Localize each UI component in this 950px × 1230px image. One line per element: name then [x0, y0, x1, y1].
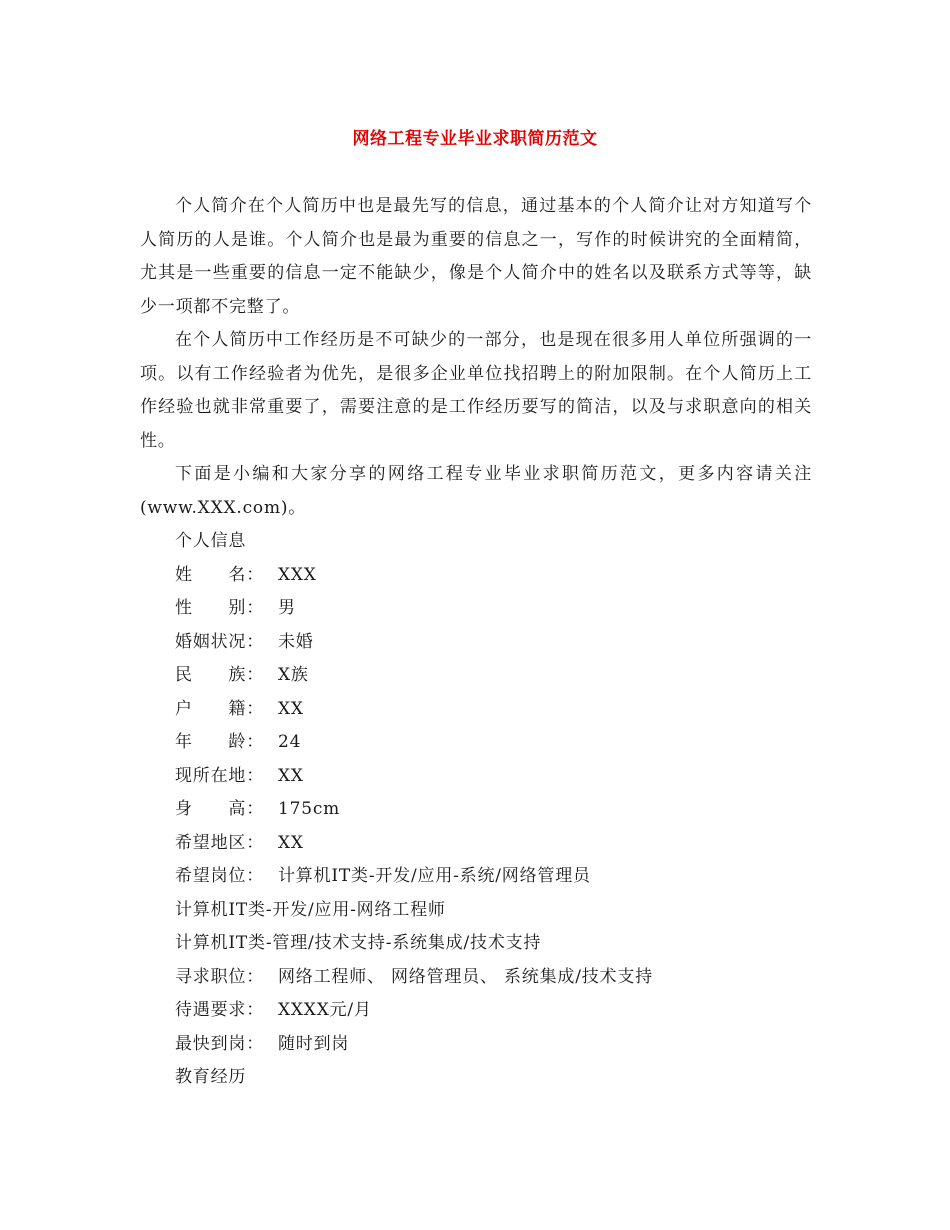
field-value: XX: [278, 832, 304, 853]
field-value: XX: [278, 698, 304, 719]
field-label: 婚姻状况：: [175, 631, 264, 652]
field-label: 最快到岗：: [175, 1033, 264, 1054]
desired-position-line: 计算机IT类-开发/应用-网络工程师: [175, 899, 446, 920]
field-label: 待遇要求：: [175, 1000, 264, 1020]
field-ethnicity: [140, 659, 812, 693]
field-value: XX: [278, 765, 304, 786]
field-label: 现所在地：: [175, 765, 264, 786]
field-value: 随时到岗: [278, 1033, 350, 1054]
section-heading-education: 教育经历: [175, 1067, 247, 1087]
field-household-registration: [140, 693, 812, 727]
field-current-location: [140, 760, 812, 794]
field-earliest-start: [140, 1028, 812, 1062]
section-heading-personal-info: 个人信息: [175, 531, 247, 551]
paragraph-share: 下面是小编和大家分享的网络工程专业毕业求职简历范文，更多内容请关注(www.XXX.com)。: [140, 464, 812, 518]
field-value: 男: [278, 598, 296, 618]
field-desired-position: [140, 860, 812, 894]
field-label: 寻求职位：: [175, 966, 264, 987]
field-name: [140, 559, 812, 593]
field-label: 希望地区：: [175, 832, 264, 853]
field-desired-region: [140, 827, 812, 861]
field-value: 网络工程师、 网络管理员、 系统集成/技术支持: [278, 966, 653, 987]
field-height: [140, 793, 812, 827]
document-title: 网络工程专业毕业求职简历范文: [352, 129, 598, 149]
field-value: 24: [278, 732, 302, 752]
field-marital-status: [140, 626, 812, 660]
paragraph-experience: 在个人简历中工作经历是不可缺少的一部分，也是现在很多用人单位所强调的一项。以有工作经验者为优先，是很多企业单位找招聘上的附加限制。在个人简历上工作经验也就非常重要了，需要注意的是工作经历要写的简洁，以及与求职意向的相关性。: [140, 330, 812, 451]
field-label: 姓 名：: [175, 564, 264, 585]
field-salary-requirement: [140, 994, 812, 1028]
field-job-sought: [140, 961, 812, 995]
field-value: XXXX元/月: [278, 1000, 372, 1020]
field-age: [140, 726, 812, 760]
field-value: 未婚: [278, 631, 314, 652]
field-value: 175cm: [278, 799, 341, 819]
field-label: 身 高：: [175, 799, 264, 819]
desired-position-line: 计算机IT类-管理/技术支持-系统集成/技术支持: [175, 933, 542, 953]
field-gender: [140, 592, 812, 626]
field-label: 民 族：: [175, 665, 264, 685]
field-label: 户 籍：: [175, 698, 264, 719]
field-label: 性 别：: [175, 598, 264, 618]
field-value: 计算机IT类-开发/应用-系统/网络管理员: [278, 866, 591, 886]
document-body: [140, 190, 812, 1095]
field-label: 年 龄：: [175, 732, 264, 752]
paragraph-intro: 个人简介在个人简历中也是最先写的信息，通过基本的个人简介让对方知道写个人简历的人是谁。个人简介也是最为重要的信息之一，写作的时候讲究的全面精简，尤其是一些重要的信息一定不能缺少，像是个人简介中的姓名以及联系方式等等，缺少一项都不完整了。: [140, 196, 812, 317]
field-label: 希望岗位：: [175, 866, 264, 886]
field-value: XXX: [278, 564, 317, 585]
field-value: X族: [278, 665, 309, 685]
